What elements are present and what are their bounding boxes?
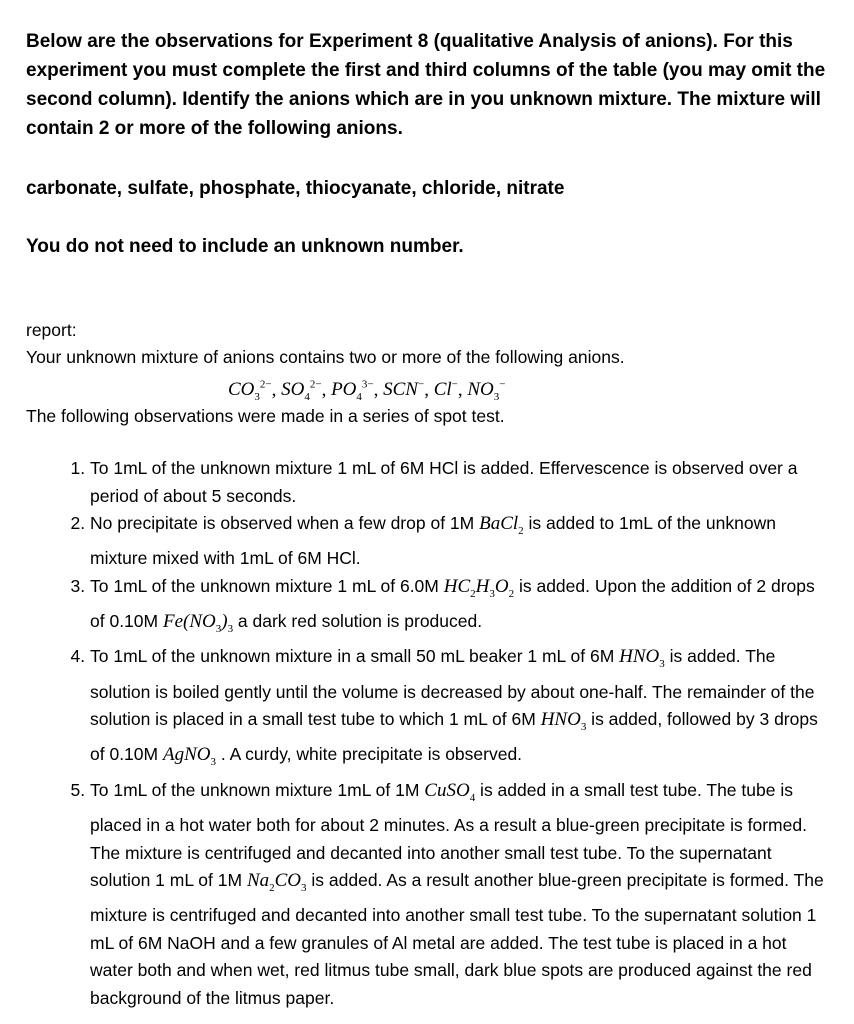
formula-nitrate: $NO_3^-$	[467, 379, 506, 404]
formula-sulfate: $SO_4^{2-}$	[281, 379, 322, 404]
observation-item: 3. To 1mL of the unknown mixture 1 mL of 6.0M $HC_2H_3O_2$ is added. Upon the addition of 2 drops of 0.10M $Fe(NO_3)_3$ a dark red solution is produced.	[90, 573, 830, 644]
formula-bacl2: BaCl$_2$	[479, 513, 524, 537]
unknown-number-note: You do not need to include an unknown number.	[26, 236, 464, 257]
formula-sodium-carbonate: $Na_2CO_3$	[246, 870, 307, 894]
observation-item: 4. To 1mL of the unknown mixture in a small 50 mL beaker 1 mL of 6M $HNO_3$ is added. The solution is boiled gently until the volume is decreased by about one-half. The remainder of the solution is placed in a small test tube to which 1 mL of 6M $HNO_3$ is added, followed by 3 drops of 0.10M AgNO$_3$ . A curdy, white precipitate is observed.	[90, 643, 830, 776]
observation-item: 2. No precipitate is observed when a few drop of 1M BaCl$_2$ is added to 1mL of the unknown mixture mixed with 1mL of 6M HCl.	[90, 510, 830, 573]
report-label: report:	[26, 320, 77, 340]
formula-silver-nitrate: AgNO$_3$	[162, 744, 216, 769]
formula-nitric-acid: $HNO_3$	[540, 709, 587, 733]
formula-phosphate: $PO_4^{3-}$	[331, 379, 374, 404]
formula-nitric-acid: $HNO_3$	[619, 646, 665, 671]
anion-formula-line: $CO_3^{2-}$, $SO_4^{2-}$, $PO_4^{3-}$, SCN−, Cl−, $NO_3^-$	[228, 379, 506, 404]
formula-acetic-acid: $HC_2H_3O_2$	[443, 575, 515, 600]
formula-copper-sulfate: CuSO$_4$	[424, 779, 476, 804]
formula-thiocyanate: SCN−	[383, 379, 425, 401]
formula-carbonate: $CO_3^{2-}$	[228, 379, 272, 404]
report-intro: Your unknown mixture of anions contains two or more of the following anions.	[26, 347, 625, 367]
observation-item: 1. To 1mL of the unknown mixture 1 mL of 6M HCl is added. Effervescence is observed over a period of about 5 seconds.	[90, 455, 830, 510]
assignment-instructions: Below are the observations for Experiment 8 (qualitative Analysis of anions). For this experiment you must complete the first and third columns of the table (you may omit the second column). Identify the anions which are in you unknown mixture. The mixture will contain 2 or more of the following anions.	[26, 31, 826, 139]
observations-intro: The following observations were made in a series of spot test.	[26, 406, 505, 426]
formula-iron-nitrate: $Fe(NO_3)_3$	[162, 611, 234, 635]
anion-name-list: carbonate, sulfate, phosphate, thiocyanate, chloride, nitrate	[26, 178, 565, 199]
observation-list	[0, 455, 830, 1012]
formula-chloride: Cl−	[433, 379, 458, 401]
observation-item: 5. To 1mL of the unknown mixture 1mL of 1M CuSO$_4$ is added in a small test tube. The tube is placed in a hot water both for about 2 minutes. As a result a blue-green precipitate is formed. The mixture is centrifuged and decanted into another small test tube. To the supernatant solution 1 mL of 1M $Na_2CO_3$ is added. As a result another blue-green precipitate is formed. The mixture is centrifuged and decanted into another small test tube. To the supernatant solution 1 mL of 6M NaOH and a few granules of Al metal are added. The test tube is placed in a hot water both and when wet, red litmus tube small, dark blue spots are produced against the red background of the litmus paper.	[90, 777, 830, 1013]
